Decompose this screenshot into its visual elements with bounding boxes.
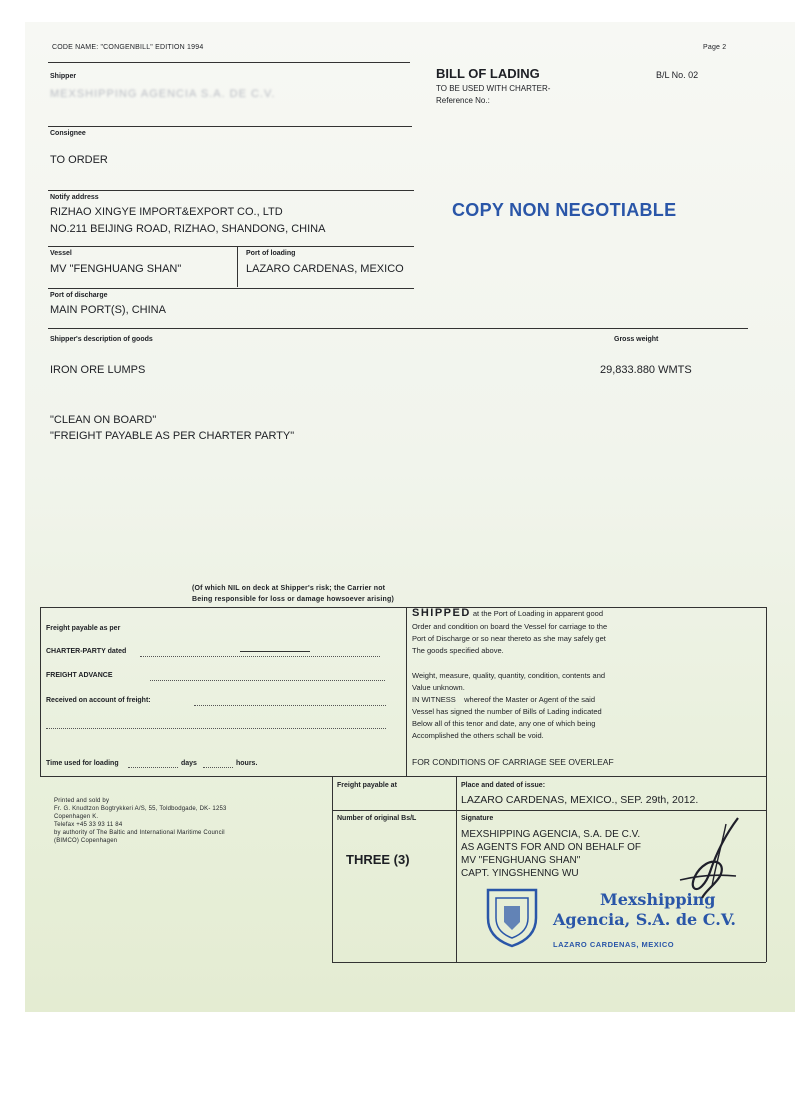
- consignee-label: Consignee: [50, 130, 86, 137]
- hours-label: hours.: [236, 760, 258, 767]
- deck-note-line2: Being responsible for loss or damage howsoever arising): [192, 596, 394, 603]
- bl-number: B/L No. 02: [656, 70, 699, 80]
- vessel-label: Vessel: [50, 250, 72, 257]
- gross-weight-value: 29,833.880 WMTS: [600, 364, 692, 376]
- originals-label: Number of original Bs/L: [337, 815, 417, 822]
- shipped-clause-line8: Vessel has signed the number of Bills of Lading indicated: [412, 707, 602, 716]
- signature-label: Signature: [461, 815, 494, 822]
- port-discharge-value: MAIN PORT(S), CHINA: [50, 304, 166, 316]
- conditions-overleaf: FOR CONDITIONS OF CARRIAGE SEE OVERLEAF: [412, 757, 614, 767]
- shipper-label: Shipper: [50, 73, 77, 80]
- consignee-value: TO ORDER: [50, 154, 108, 166]
- shipped-clause-line3: Port of Discharge or so near thereto as she may safely get: [412, 634, 606, 643]
- page-number: Page 2: [703, 44, 727, 51]
- stamp-city: LAZARO CARDENAS, MEXICO: [553, 940, 675, 949]
- signature-block: MEXSHIPPING AGENCIA, S.A. DE C.V. AS AGENTS FOR AND ON BEHALF OF MV "FENGHUANG SHAN" CAPT. YINGSHENNG WU: [461, 829, 642, 879]
- originals-value: THREE (3): [346, 852, 410, 867]
- clean-on-board-clause: "CLEAN ON BOARD": [50, 414, 157, 426]
- deck-note-line1: (Of which NIL on deck at Shipper's risk; the Carrier not: [192, 585, 386, 592]
- charter-party-dated: CHARTER-PARTY dated: [46, 648, 127, 655]
- shipped-clause-line9: Below all of this tenor and date, any one of which being: [412, 719, 596, 728]
- shipped-clause-line5: Weight, measure, quality, quantity, condition, contents and: [412, 671, 606, 680]
- reference-number: Reference No.:: [436, 96, 490, 105]
- time-used-label: Time used for loading: [46, 760, 119, 767]
- place-issue-value: LAZARO CARDENAS, MEXICO., SEP. 29th, 2012.: [461, 794, 699, 806]
- stamp-name-line1: Mexshipping: [600, 890, 716, 909]
- port-loading-value: LAZARO CARDENAS, MEXICO: [246, 263, 404, 275]
- port-loading-label: Port of loading: [246, 250, 296, 257]
- notify-line2: NO.211 BEIJING ROAD, RIZHAO, SHANDONG, CHINA: [50, 223, 326, 235]
- printer-imprint: Printed and sold by Fr. G. Knudtzon Bogtrykkeri A/S, 55, Toldbodgade, DK- 1253 Copenhagen K. Telefax +45 33 93 11 84 by authority of The Baltic and International Maritime Council (BIMCO) Copenhagen: [54, 798, 227, 844]
- freight-payable-clause: "FREIGHT PAYABLE AS PER CHARTER PARTY": [50, 430, 295, 442]
- received-on-account: Received on account of freight:: [46, 697, 151, 704]
- code-name: CODE NAME: "CONGENBILL" EDITION 1994: [52, 44, 204, 51]
- notify-label: Notify address: [50, 194, 99, 201]
- goods-label: Shipper's description of goods: [50, 336, 153, 343]
- days-label: days: [181, 760, 197, 767]
- freight-payable-at-label: Freight payable at: [337, 782, 397, 789]
- stamp-name-line2: Agencia, S.A. de C.V.: [553, 910, 736, 929]
- shipped-clause-line2: Order and condition on board the Vessel for carriage to the: [412, 622, 608, 631]
- gross-weight-label: Gross weight: [614, 336, 659, 343]
- place-issue-label: Place and dated of issue:: [461, 782, 546, 789]
- shipper-value-redacted: MEXSHIPPING AGENCIA S.A. DE C.V.: [50, 88, 276, 100]
- handwritten-signature-icon: [676, 814, 746, 904]
- shipped-clause-line10: Accomplished the others schall be void.: [412, 731, 544, 740]
- charter-subtitle: TO BE USED WITH CHARTER-: [436, 84, 551, 93]
- witness-line: IN WITNESS whereof the Master or Agent of the said: [412, 695, 596, 704]
- freight-payable-per: Freight payable as per: [46, 625, 121, 632]
- document-title: BILL OF LADING: [436, 66, 540, 81]
- goods-description: IRON ORE LUMPS: [50, 364, 146, 376]
- vessel-value: MV "FENGHUANG SHAN": [50, 263, 182, 275]
- shipped-clause-line1: SHIPPED at the Port of Loading in apparent good: [412, 607, 603, 619]
- freight-advance: FREIGHT ADVANCE: [46, 672, 113, 679]
- notify-line1: RIZHAO XINGYE IMPORT&EXPORT CO., LTD: [50, 206, 283, 218]
- shipped-clause-line6: Value unknown.: [412, 683, 465, 692]
- shipped-clause-line4: The goods specified above.: [412, 646, 504, 655]
- company-seal-icon: [482, 884, 542, 950]
- port-discharge-label: Port of discharge: [50, 292, 108, 299]
- shipped-lead: SHIPPED: [412, 607, 471, 619]
- copy-non-negotiable-stamp: COPY NON NEGOTIABLE: [452, 200, 677, 220]
